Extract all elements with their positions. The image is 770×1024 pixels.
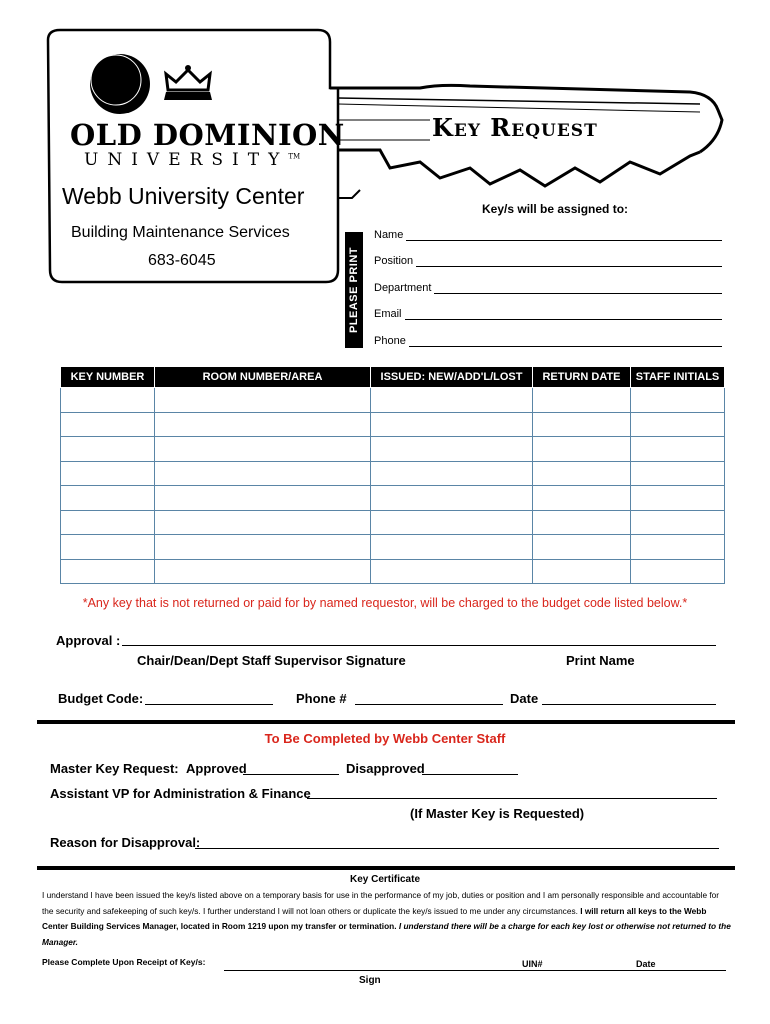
table-cell[interactable] <box>61 437 155 462</box>
table-cell[interactable] <box>61 388 155 413</box>
table-row <box>61 461 725 486</box>
table-row <box>61 412 725 437</box>
table-cell[interactable] <box>155 486 371 511</box>
email-field[interactable] <box>374 308 722 320</box>
department-phone: 683-6045 <box>148 252 216 269</box>
table-cell[interactable] <box>155 559 371 584</box>
table-cell[interactable] <box>371 461 533 486</box>
table-cell[interactable] <box>61 412 155 437</box>
disapproved-label: Disapproved <box>346 761 425 776</box>
key-table <box>60 366 725 584</box>
table-cell[interactable] <box>533 486 631 511</box>
table-cell[interactable] <box>533 461 631 486</box>
table-cell[interactable] <box>61 559 155 584</box>
divider-2 <box>37 866 735 870</box>
table-cell[interactable] <box>631 535 725 560</box>
budget-code-line[interactable] <box>145 704 273 705</box>
col-issued: ISSUED: NEW/ADD'L/LOST <box>371 367 533 388</box>
signature-caption: Chair/Dean/Dept Staff Supervisor Signature <box>137 653 406 668</box>
table-cell[interactable] <box>631 461 725 486</box>
crown-icon <box>164 65 212 100</box>
approval-date-label: Date <box>510 691 539 706</box>
col-key-number: KEY NUMBER <box>61 367 155 388</box>
table-row <box>61 486 725 511</box>
table-cell[interactable] <box>371 388 533 413</box>
charge-notice: *Any key that is not returned or paid for by named requestor, will be charged to the budget code listed below.* <box>82 596 688 610</box>
phone-field[interactable] <box>374 335 722 347</box>
name-field[interactable] <box>374 229 722 241</box>
department-field[interactable] <box>374 282 722 294</box>
table-cell[interactable] <box>533 437 631 462</box>
approval-phone-label: Phone # <box>296 691 347 706</box>
university-name: OLD DOMINION <box>70 118 345 152</box>
table-cell[interactable] <box>631 412 725 437</box>
avp-label: Assistant VP for Administration & Finance <box>50 786 311 801</box>
table-cell[interactable] <box>61 510 155 535</box>
table-row <box>61 437 725 462</box>
approved-line[interactable] <box>243 774 339 775</box>
table-row <box>61 535 725 560</box>
table-cell[interactable] <box>155 535 371 560</box>
table-cell[interactable] <box>533 535 631 560</box>
please-print-label: PLEASE PRINT <box>345 232 363 348</box>
table-cell[interactable] <box>533 388 631 413</box>
budget-code-label: Budget Code: <box>58 691 144 706</box>
table-cell[interactable] <box>61 461 155 486</box>
uin-label: UIN# <box>522 959 543 969</box>
assigned-heading: Key/s will be assigned to: <box>482 202 629 216</box>
table-cell[interactable] <box>155 461 371 486</box>
master-key-label: Master Key Request: <box>50 761 179 776</box>
department-label: Department <box>374 282 432 294</box>
table-cell[interactable] <box>631 510 725 535</box>
approval-phone-line[interactable] <box>355 704 503 705</box>
center-name: Webb University Center <box>62 183 305 209</box>
table-row <box>61 388 725 413</box>
avp-note: (If Master Key is Requested) <box>410 806 585 821</box>
table-cell[interactable] <box>61 486 155 511</box>
avp-line[interactable] <box>307 798 717 799</box>
reason-label: Reason for Disapproval: <box>50 835 201 850</box>
certificate-text: I understand I have been issued the key/s listed above on a temporary basis for use in the performance of my job, duties or position and I am personally responsible and accountable for the security and safekeeping of such key/s. I further understand I will not loan others or duplicate the key/s issued to me under any circumstances. I will return all keys to the Webb Center Building Services Manager, located in Room 1219 upon my transfer or termination. I understand there will be a charge for each key lost or otherwise not returned to the Manager. <box>42 890 731 947</box>
table-cell[interactable] <box>155 412 371 437</box>
department-name: Building Maintenance Services <box>71 224 290 241</box>
table-cell[interactable] <box>631 388 725 413</box>
col-return-date: RETURN DATE <box>533 367 631 388</box>
sign-label: Sign <box>359 975 381 986</box>
col-room-number: ROOM NUMBER/AREA <box>155 367 371 388</box>
table-cell[interactable] <box>155 510 371 535</box>
approval-label: Approval : <box>56 633 121 648</box>
signature-line[interactable] <box>224 970 726 971</box>
table-cell[interactable] <box>631 559 725 584</box>
disapproved-line[interactable] <box>422 774 518 775</box>
table-cell[interactable] <box>533 559 631 584</box>
table-cell[interactable] <box>371 510 533 535</box>
table-cell[interactable] <box>371 559 533 584</box>
form-title: Key Request <box>432 113 598 142</box>
key-outline-graphic <box>0 0 770 360</box>
approved-label: Approved <box>186 761 247 776</box>
name-label: Name <box>374 229 404 241</box>
staff-heading: To Be Completed by Webb Center Staff <box>264 731 506 746</box>
table-cell[interactable] <box>371 535 533 560</box>
cert-date-label: Date <box>636 959 656 969</box>
certificate-title: Key Certificate <box>349 874 421 885</box>
table-row <box>61 510 725 535</box>
table-cell[interactable] <box>371 437 533 462</box>
table-cell[interactable] <box>371 412 533 437</box>
position-field[interactable] <box>374 255 722 267</box>
table-cell[interactable] <box>631 486 725 511</box>
table-cell[interactable] <box>631 437 725 462</box>
reason-line[interactable] <box>195 848 719 849</box>
table-cell[interactable] <box>155 437 371 462</box>
phone-label: Phone <box>374 335 406 347</box>
approval-date-line[interactable] <box>542 704 716 705</box>
university-subtitle: UNIVERSITY™ <box>84 150 301 170</box>
email-label: Email <box>374 308 402 320</box>
table-cell[interactable] <box>533 412 631 437</box>
table-cell[interactable] <box>155 388 371 413</box>
position-label: Position <box>374 255 414 267</box>
table-cell[interactable] <box>371 486 533 511</box>
print-name-caption: Print Name <box>566 653 635 668</box>
col-staff-initials: STAFF INITIALS <box>631 367 725 388</box>
table-cell[interactable] <box>533 510 631 535</box>
receipt-label: Please Complete Upon Receipt of Key/s: <box>42 957 206 967</box>
table-row <box>61 559 725 584</box>
table-cell[interactable] <box>61 535 155 560</box>
approval-line[interactable] <box>122 645 716 646</box>
divider <box>37 720 735 724</box>
